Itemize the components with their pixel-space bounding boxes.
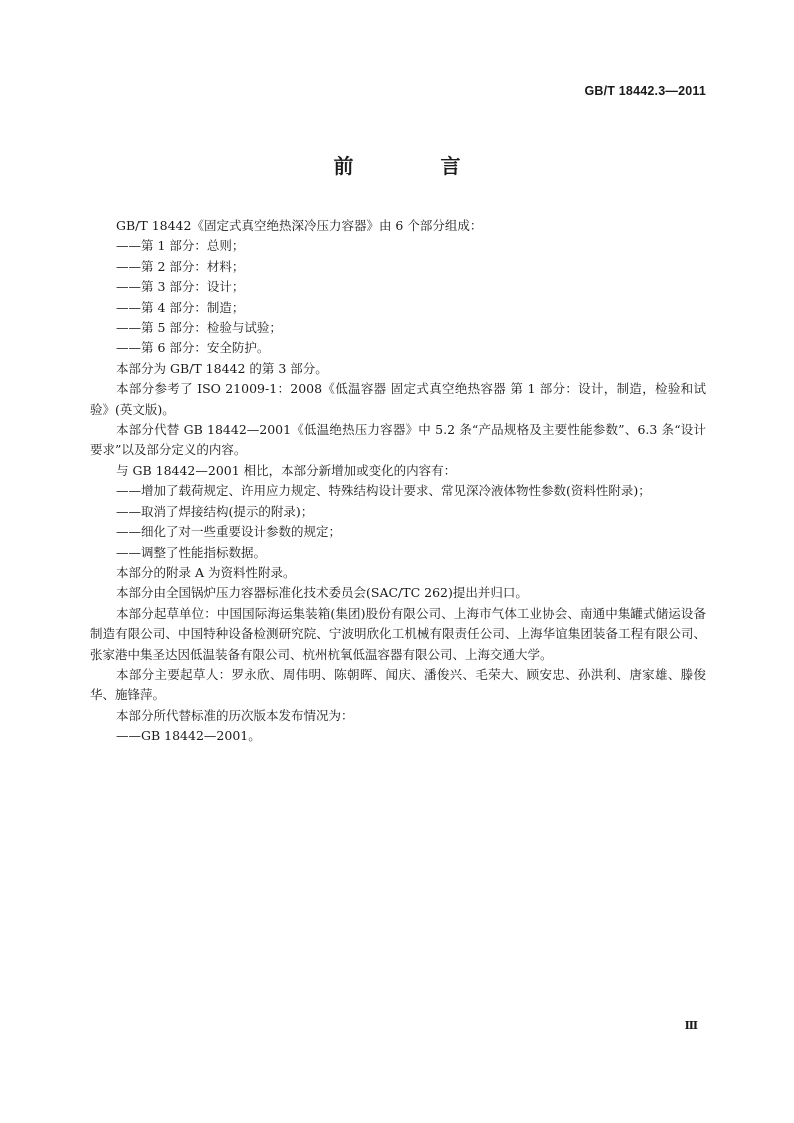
paragraph-drafters: 本部分主要起草人：罗永欣、周伟明、陈朝晖、闻庆、潘俊兴、毛荣大、顾安忠、孙洪利、唐家雄、滕俊华、施锋萍。	[90, 666, 706, 703]
paragraph-history-intro: 本部分所代替标准的历次版本发布情况为：	[116, 707, 354, 723]
list-item-change-adjusted: ——调整了性能指标数据。	[116, 544, 267, 560]
list-item-change-refined: ——细化了对一些重要设计参数的规定；	[116, 524, 342, 540]
list-item-history: ——GB 18442—2001。	[116, 728, 261, 744]
list-item-change-removed: ——取消了焊接结构(提示的附录)；	[116, 503, 314, 519]
list-item-change-added: ——增加了载荷规定、许用应力规定、特殊结构设计要求、常见深冷液体物性参数(资料性附录)；	[116, 483, 651, 499]
paragraph-drafting-units: 本部分起草单位：中国国际海运集装箱(集团)股份有限公司、上海市气体工业协会、南通中集罐式储运设备制造有限公司、中国特种设备检测研究院、宁波明欣化工机械有限责任公司、上海华谊集团装备工程有限公司、张家港中集圣达因低温装备有限公司、杭州杭氧低温容器有限公司、上海交通大学。	[90, 605, 706, 662]
paragraph-changes-intro: 与 GB 18442—2001 相比，本部分新增加或变化的内容有：	[116, 462, 457, 478]
paragraph-proposer: 本部分由全国锅炉压力容器标准化技术委员会(SAC/TC 262)提出并归口。	[116, 585, 528, 601]
list-item-part2: ——第 2 部分：材料；	[116, 258, 245, 274]
paragraph-appendix: 本部分的附录 A 为资料性附录。	[116, 564, 296, 580]
list-item-part6: ——第 6 部分：安全防护。	[116, 340, 270, 356]
list-item-part4: ——第 4 部分：制造；	[116, 299, 245, 315]
list-item-part1: ——第 1 部分：总则；	[116, 238, 245, 254]
page-title: 前 言	[333, 154, 501, 178]
paragraph-intro: GB/T 18442《固定式真空绝热深冷压力容器》由 6 个部分组成：	[116, 218, 483, 233]
paragraph-reference: 本部分参考了 ISO 21009-1：2008《低温容器 固定式真空绝热容器 第 1 部分：设计，制造，检验和试验》(英文版)。	[90, 381, 706, 417]
page-number: Ⅲ	[684, 1019, 698, 1032]
list-item-part3: ——第 3 部分：设计；	[116, 279, 245, 295]
standard-code: GB/T 18442.3—2011	[584, 84, 706, 98]
paragraph-part-scope: 本部分为 GB/T 18442 的第 3 部分。	[116, 360, 328, 376]
list-item-part5: ——第 5 部分：检验与试验；	[116, 320, 282, 336]
paragraph-replacement: 本部分代替 GB 18442—2001《低温绝热压力容器》中 5.2 条“产品规格及主要性能参数”、6.3 条“设计要求”以及部分定义的内容。	[90, 422, 706, 458]
foreword-body	[90, 216, 706, 747]
